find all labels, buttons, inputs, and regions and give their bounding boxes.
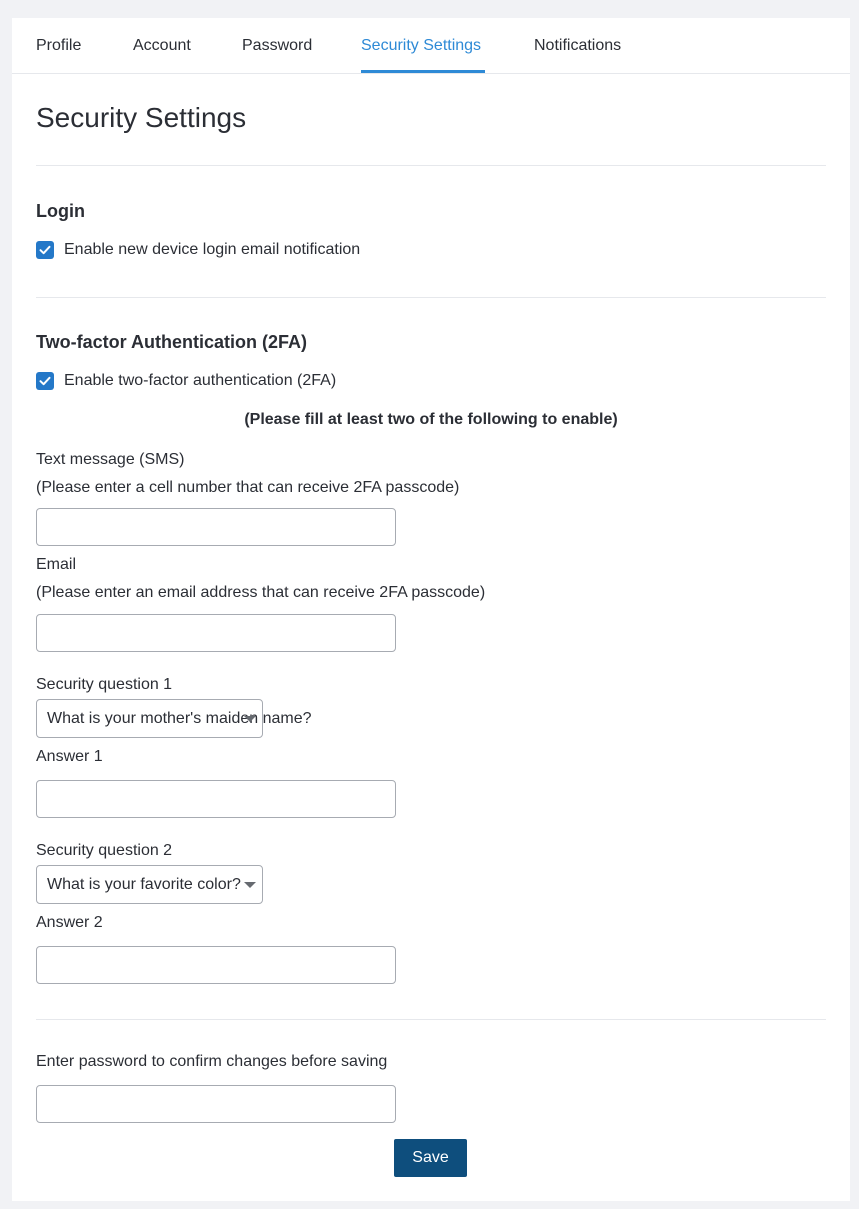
sms-hint: (Please enter a cell number that can receive 2FA passcode)	[36, 479, 460, 496]
security-question-1-select[interactable]	[36, 699, 312, 738]
chevron-down-icon	[244, 716, 256, 722]
email-hint: (Please enter an email address that can receive 2FA passcode)	[36, 584, 486, 601]
tab-password[interactable]: Password	[242, 37, 313, 54]
settings-panel	[12, 18, 850, 1201]
new-device-notification-label: Enable new device login email notification	[64, 241, 361, 258]
answer-2-input[interactable]	[36, 946, 396, 984]
answer-1-input[interactable]	[36, 780, 396, 818]
active-tab-indicator	[361, 70, 485, 73]
email-input[interactable]	[36, 614, 396, 652]
page-title: Security Settings	[36, 102, 247, 133]
twofa-requirement-note: (Please fill at least two of the following to enable)	[244, 411, 618, 428]
answer-1-label: Answer 1	[36, 748, 103, 765]
sms-label: Text message (SMS)	[36, 451, 185, 468]
email-label: Email	[36, 556, 77, 573]
tab-notifications[interactable]: Notifications	[534, 37, 622, 54]
checkbox-checked-icon[interactable]	[36, 372, 54, 390]
security-question-2-select[interactable]	[36, 865, 263, 904]
security-question-1-label: Security question 1	[36, 676, 173, 693]
divider	[36, 1019, 826, 1020]
twofa-section-title: Two-factor Authentication (2FA)	[36, 332, 307, 352]
confirm-password-input[interactable]	[36, 1085, 396, 1123]
login-section-title: Login	[36, 201, 85, 221]
chevron-down-icon	[244, 882, 256, 888]
security-question-2-value: What is your favorite color?	[47, 876, 241, 893]
settings-tabs	[12, 18, 850, 74]
security-question-1-value: What is your mother's maiden name?	[47, 710, 312, 727]
divider	[36, 165, 826, 166]
confirm-password-label: Enter password to confirm changes before saving	[36, 1053, 388, 1070]
divider	[36, 297, 826, 298]
tab-profile[interactable]: Profile	[36, 37, 82, 54]
security-question-2-label: Security question 2	[36, 842, 173, 859]
checkbox-checked-icon[interactable]	[36, 241, 54, 259]
tab-security-settings[interactable]: Security Settings	[361, 37, 482, 54]
save-button[interactable]: Save	[394, 1139, 467, 1177]
sms-input[interactable]	[36, 508, 396, 546]
answer-2-label: Answer 2	[36, 914, 103, 931]
enable-2fa-label: Enable two-factor authentication (2FA)	[64, 372, 337, 389]
tab-account[interactable]: Account	[133, 37, 191, 54]
